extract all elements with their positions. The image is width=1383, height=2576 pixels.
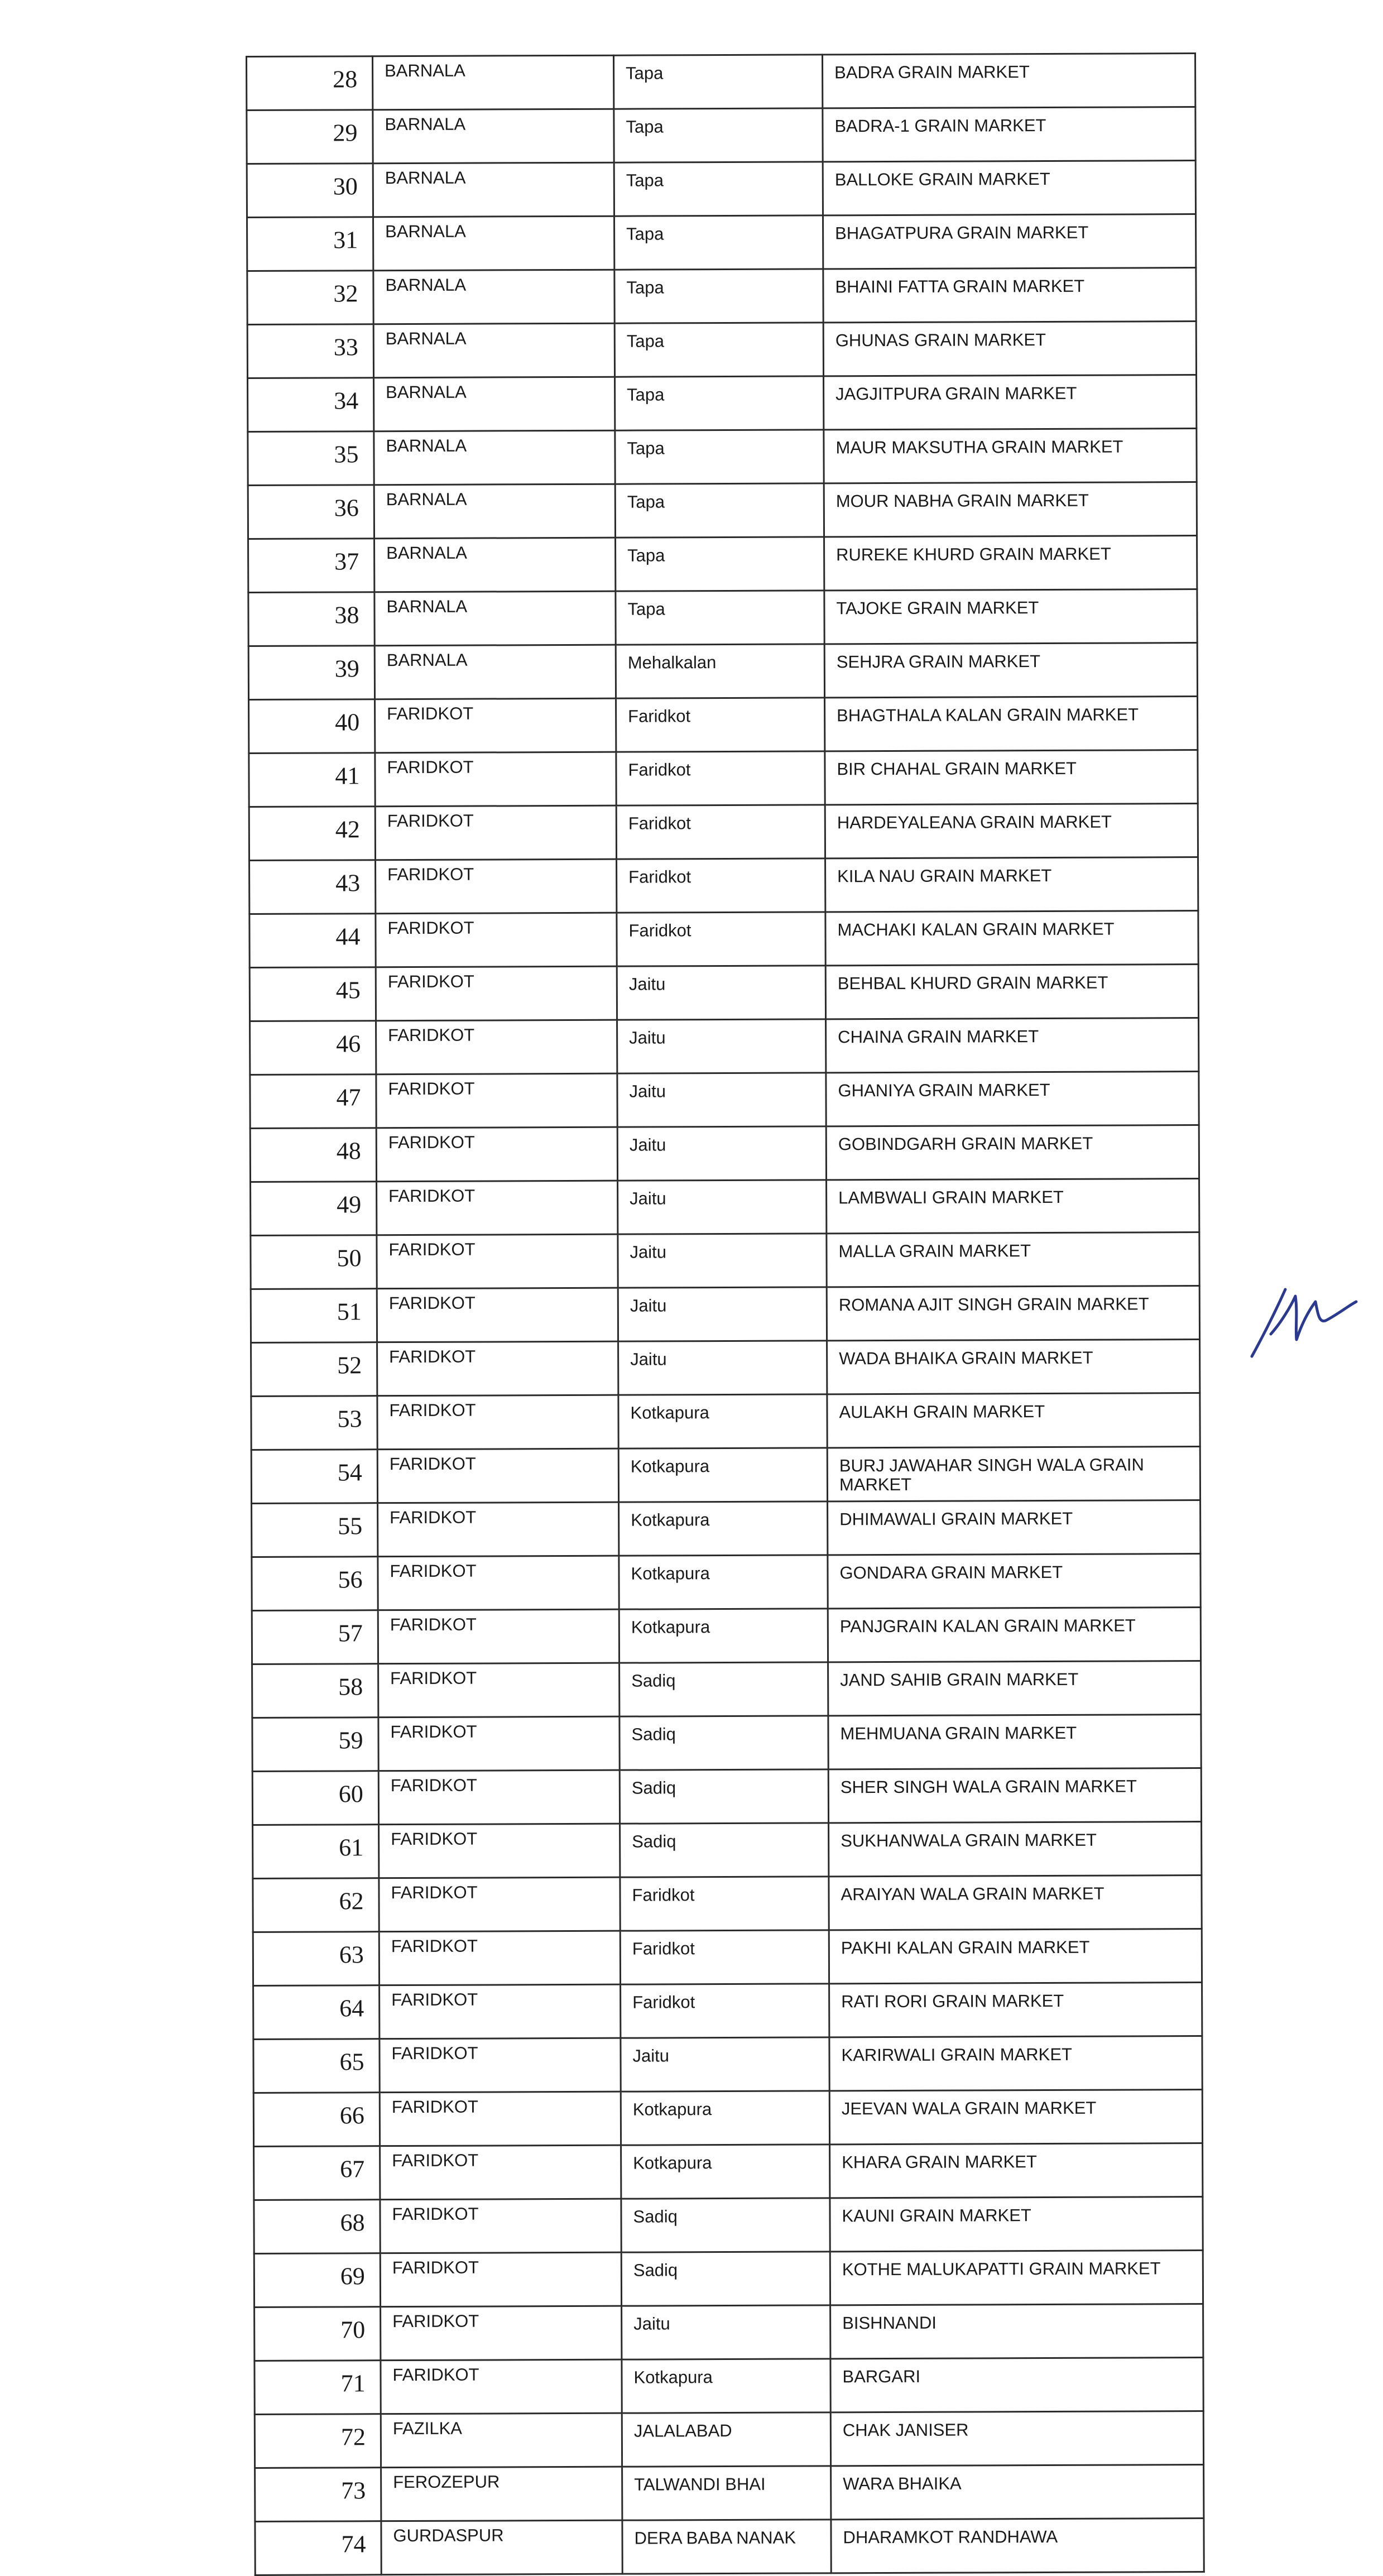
market-name-cell: BIR CHAHAL GRAIN MARKET [825,750,1198,805]
table-row [255,2519,1204,2575]
serial-number-cell: 54 [251,1450,377,1504]
block-cell: Sadiq [621,2252,830,2306]
block-cell: Mehalkalan [616,644,824,698]
block-cell: Jaitu [618,1341,827,1395]
market-name-cell: BADRA-1 GRAIN MARKET [823,107,1195,162]
serial-number-cell: 42 [249,807,375,861]
district-cell: FARIDKOT [376,859,617,914]
district-cell: FARIDKOT [380,2252,621,2307]
serial-number-cell: 41 [249,753,375,807]
table-row [252,1768,1201,1825]
serial-number-cell: 57 [252,1610,378,1664]
table-row [249,965,1198,1021]
block-cell: Faridkot [620,1877,829,1931]
market-name-cell: KOTHE MALUKAPATTI GRAIN MARKET [830,2251,1203,2305]
district-cell: FARIDKOT [377,1395,618,1450]
block-cell: Tapa [614,323,823,377]
serial-number-cell: 60 [252,1771,378,1825]
district-cell: FARIDKOT [377,1181,618,1235]
market-name-cell: DHIMAWALI GRAIN MARKET [828,1500,1200,1555]
table-body [247,54,1204,2575]
serial-number-cell: 62 [253,1878,379,1932]
serial-number-cell: 53 [251,1396,377,1450]
table-row [253,1822,1202,1879]
district-cell: BARNALA [373,216,614,271]
district-cell: FARIDKOT [376,1073,617,1128]
serial-number-cell: 46 [250,1021,376,1075]
district-cell: FARIDKOT [380,2038,621,2093]
block-cell: Sadiq [620,1662,828,1716]
market-name-cell: WARA BHAIKA [831,2465,1204,2520]
market-name-cell: KILA NAU GRAIN MARKET [825,857,1198,912]
district-cell: FARIDKOT [376,966,617,1021]
block-cell: DERA BABA NANAK [622,2520,831,2574]
block-cell: Tapa [616,591,824,645]
market-name-cell: PANJGRAIN KALAN GRAIN MARKET [828,1608,1200,1662]
district-cell: BARNALA [373,162,614,217]
table-row [254,2304,1203,2361]
block-cell: JALALABAD [622,2412,830,2467]
block-cell: Faridkot [616,698,825,752]
district-cell: FEROZEPUR [381,2467,622,2521]
block-cell: Jaitu [618,1234,827,1288]
block-cell: Faridkot [616,805,825,859]
block-cell: Jaitu [618,1180,827,1234]
table-row [248,536,1197,593]
district-cell: BARNALA [374,377,615,431]
market-name-cell: AULAKH GRAIN MARKET [827,1393,1200,1448]
handwritten-signature [1242,1267,1365,1379]
block-cell: Tapa [614,55,823,109]
market-name-cell: HARDEYALEANA GRAIN MARKET [825,804,1198,858]
district-cell: FARIDKOT [380,1984,621,2039]
block-cell: Sadiq [620,1769,828,1824]
table-row [247,54,1195,111]
serial-number-cell: 32 [247,271,373,325]
block-cell: Tapa [614,108,823,162]
block-cell: Jaitu [617,1126,826,1181]
district-cell: BARNALA [374,645,616,699]
serial-number-cell: 74 [255,2521,381,2575]
block-cell: Sadiq [620,1823,829,1877]
serial-number-cell: 64 [253,1985,380,2040]
block-cell: Kotkapura [619,1555,828,1609]
market-name-cell: PAKHI KALAN GRAIN MARKET [829,1929,1202,1984]
market-name-cell: RATI RORI GRAIN MARKET [829,1983,1202,2037]
market-name-cell: DHARAMKOT RANDHAWA [831,2519,1204,2573]
table-row [249,697,1198,754]
table-row [253,2036,1202,2093]
table-row [251,1340,1200,1397]
market-name-cell: KHARA GRAIN MARKET [830,2143,1203,2198]
table-row [249,750,1198,807]
serial-number-cell: 45 [249,967,376,1021]
serial-number-cell: 37 [248,539,374,593]
market-name-cell: GHANIYA GRAIN MARKET [826,1072,1199,1126]
serial-number-cell: 69 [254,2253,380,2308]
table-row [251,1393,1200,1450]
district-cell: FARIDKOT [375,805,616,860]
district-cell: FARIDKOT [376,1020,617,1074]
table-row [255,2465,1204,2522]
serial-number-cell: 73 [255,2468,381,2522]
table-row [250,1018,1199,1075]
district-cell: BARNALA [373,323,614,378]
table-row [248,643,1197,700]
district-cell: FARIDKOT [375,752,616,807]
market-name-cell: JAND SAHIB GRAIN MARKET [828,1661,1201,1716]
block-cell: Jaitu [618,1287,827,1341]
district-cell: BARNALA [374,538,616,592]
serial-number-cell: 33 [247,324,373,378]
district-cell: FARIDKOT [375,698,616,753]
market-name-cell: JAGJITPURA GRAIN MARKET [824,375,1197,430]
table-row [252,1608,1200,1664]
table-row [250,1072,1199,1129]
district-cell: FARIDKOT [376,1127,617,1182]
serial-number-cell: 30 [247,164,373,218]
block-cell: Kotkapura [619,1609,828,1663]
district-cell: FARIDKOT [379,1877,620,1932]
block-cell: Faridkot [617,912,825,966]
block-cell: Kotkapura [618,1394,827,1448]
district-cell: FARIDKOT [378,1716,620,1771]
serial-number-cell: 39 [248,646,374,700]
market-name-cell: BEHBAL KHURD GRAIN MARKET [825,965,1198,1019]
district-cell: FARIDKOT [380,2145,621,2200]
serial-number-cell: 72 [254,2414,381,2468]
block-cell: Tapa [616,537,824,591]
district-cell: FARIDKOT [381,2359,622,2414]
market-name-cell: TAJOKE GRAIN MARKET [824,589,1197,644]
district-cell: BARNALA [373,55,614,110]
district-cell: FARIDKOT [378,1556,619,1610]
table-row [254,2411,1203,2468]
serial-number-cell: 47 [250,1074,376,1129]
market-name-cell: CHAINA GRAIN MARKET [826,1018,1199,1073]
market-name-cell: BHAGATPURA GRAIN MARKET [823,214,1196,269]
market-name-cell: ROMANA AJIT SINGH GRAIN MARKET [827,1286,1199,1341]
table-row [251,1232,1199,1289]
block-cell: Tapa [614,269,823,323]
block-cell: Tapa [615,430,824,484]
table-row [252,1500,1200,1557]
serial-number-cell: 66 [253,2093,380,2147]
serial-number-cell: 63 [253,1932,379,1986]
table-row [254,2251,1203,2308]
block-cell: Faridkot [621,1984,829,2038]
block-cell: Kotkapura [621,2091,829,2145]
block-cell: Faridkot [617,858,825,913]
block-cell: Faridkot [620,1930,829,1984]
district-cell: FARIDKOT [378,1502,619,1557]
market-name-cell: RUREKE KHURD GRAIN MARKET [824,536,1197,591]
block-cell: Kotkapura [618,1448,827,1502]
market-name-cell: ARAIYAN WALA GRAIN MARKET [829,1875,1202,1930]
market-name-cell: BHAGTHALA KALAN GRAIN MARKET [825,697,1198,751]
block-cell: Jaitu [622,2305,830,2359]
table-row [247,322,1196,378]
table-row [253,1875,1202,1932]
market-name-cell: MEHMUANA GRAIN MARKET [828,1715,1201,1769]
table-row [248,589,1197,646]
block-cell: Kotkapura [622,2359,830,2413]
block-cell: Tapa [615,483,824,538]
district-cell: FARIDKOT [380,2091,621,2146]
block-cell: Kotkapura [619,1502,828,1556]
serial-number-cell: 43 [249,860,376,914]
table-row [250,1125,1199,1182]
table-row [252,1554,1200,1611]
district-cell: FARIDKOT [379,1931,620,1985]
table-row [251,1179,1199,1236]
market-name-cell: KARIRWALI GRAIN MARKET [829,2036,1202,2091]
district-cell: FARIDKOT [378,1609,619,1664]
serial-number-cell: 58 [252,1664,378,1718]
market-name-cell: MAUR MAKSUTHA GRAIN MARKET [824,429,1197,483]
district-cell: FARIDKOT [377,1234,618,1289]
serial-number-cell: 38 [248,592,374,646]
block-cell: Sadiq [620,1716,828,1770]
table-row [254,2358,1203,2415]
table-row [254,2143,1203,2200]
table-row [247,214,1196,271]
district-cell: FARIDKOT [378,1770,620,1825]
market-name-cell: KAUNI GRAIN MARKET [830,2197,1203,2252]
block-cell: Tapa [614,215,823,270]
table-row [252,1715,1201,1772]
serial-number-cell: 70 [254,2307,381,2361]
serial-number-cell: 61 [253,1825,379,1879]
block-cell: Jaitu [617,1073,826,1127]
table-row [247,161,1195,218]
district-cell: BARNALA [374,430,615,485]
market-name-cell: GHUNAS GRAIN MARKET [823,322,1196,376]
serial-number-cell: 55 [252,1503,378,1557]
market-name-cell: BARGARI [830,2358,1203,2412]
market-name-cell: MACHAKI KALAN GRAIN MARKET [825,911,1198,966]
market-name-cell: BURJ JAWAHAR SINGH WALA GRAIN MARKET [827,1447,1200,1502]
district-cell: FARIDKOT [377,1288,618,1342]
serial-number-cell: 29 [247,110,373,164]
block-cell: Sadiq [621,2198,830,2252]
table-row [253,1929,1202,1986]
table-row [253,2090,1202,2147]
block-cell: Jaitu [617,1019,826,1073]
market-name-cell: LAMBWALI GRAIN MARKET [827,1179,1199,1234]
serial-number-cell: 28 [247,56,373,111]
market-name-cell: JEEVAN WALA GRAIN MARKET [829,2090,1202,2145]
serial-number-cell: 35 [248,431,374,486]
serial-number-cell: 49 [251,1182,377,1236]
table-row [253,1983,1202,2040]
serial-number-cell: 59 [252,1718,378,1772]
block-cell: Tapa [614,162,823,216]
district-cell: GURDASPUR [381,2520,622,2575]
block-cell: TALWANDI BHAI [622,2466,831,2520]
market-name-cell: MALLA GRAIN MARKET [827,1232,1199,1287]
market-name-cell: GOBINDGARH GRAIN MARKET [826,1125,1199,1180]
block-cell: Faridkot [616,751,825,805]
serial-number-cell: 65 [253,2039,380,2093]
market-name-cell: SHER SINGH WALA GRAIN MARKET [828,1768,1201,1823]
district-cell: BARNALA [373,109,614,164]
table-row [249,857,1198,914]
district-cell: FAZILKA [381,2413,622,2468]
table-row [251,1447,1200,1504]
district-cell: FARIDKOT [380,2199,621,2253]
market-name-cell: SEHJRA GRAIN MARKET [824,643,1197,698]
district-cell: BARNALA [374,484,615,539]
serial-number-cell: 68 [254,2200,380,2254]
district-cell: FARIDKOT [379,1824,620,1878]
district-cell: FARIDKOT [381,2306,622,2361]
serial-number-cell: 71 [254,2361,381,2415]
table-row [249,911,1198,968]
table-row [249,804,1198,861]
market-name-cell: CHAK JANISER [830,2411,1203,2466]
serial-number-cell: 51 [251,1289,377,1343]
serial-number-cell: 36 [248,485,374,539]
district-cell: BARNALA [373,270,614,324]
table-row [254,2197,1203,2254]
serial-number-cell: 31 [247,217,373,271]
table-row [248,375,1197,432]
serial-number-cell: 52 [251,1342,377,1397]
block-cell: Jaitu [617,966,825,1020]
grain-market-table [246,52,1205,2576]
market-name-cell: GONDARA GRAIN MARKET [828,1554,1200,1609]
table-row [251,1286,1199,1343]
table-row [247,107,1195,164]
block-cell: Tapa [615,376,824,430]
market-name-cell: BHAINI FATTA GRAIN MARKET [823,268,1196,323]
serial-number-cell: 34 [248,378,374,432]
market-name-cell: MOUR NABHA GRAIN MARKET [824,482,1197,537]
district-cell: BARNALA [374,591,616,646]
serial-number-cell: 56 [252,1557,378,1611]
district-cell: FARIDKOT [378,1663,620,1718]
district-cell: FARIDKOT [377,1448,618,1503]
serial-number-cell: 67 [254,2146,380,2200]
serial-number-cell: 50 [251,1235,377,1289]
market-name-cell: WADA BHAIKA GRAIN MARKET [827,1340,1200,1394]
market-name-cell: BADRA GRAIN MARKET [822,54,1195,108]
serial-number-cell: 48 [250,1128,376,1182]
table-row [248,482,1197,539]
table-row [247,268,1196,325]
district-cell: FARIDKOT [376,913,617,967]
table-row [252,1661,1201,1718]
market-name-cell: BALLOKE GRAIN MARKET [823,161,1195,215]
serial-number-cell: 40 [249,699,375,754]
district-cell: FARIDKOT [377,1341,618,1396]
table-row [248,429,1197,486]
market-name-cell: BISHNANDI [830,2304,1203,2359]
block-cell: Jaitu [621,2037,829,2091]
market-name-cell: SUKHANWALA GRAIN MARKET [829,1822,1202,1877]
block-cell: Kotkapura [621,2145,830,2199]
serial-number-cell: 44 [249,914,376,968]
